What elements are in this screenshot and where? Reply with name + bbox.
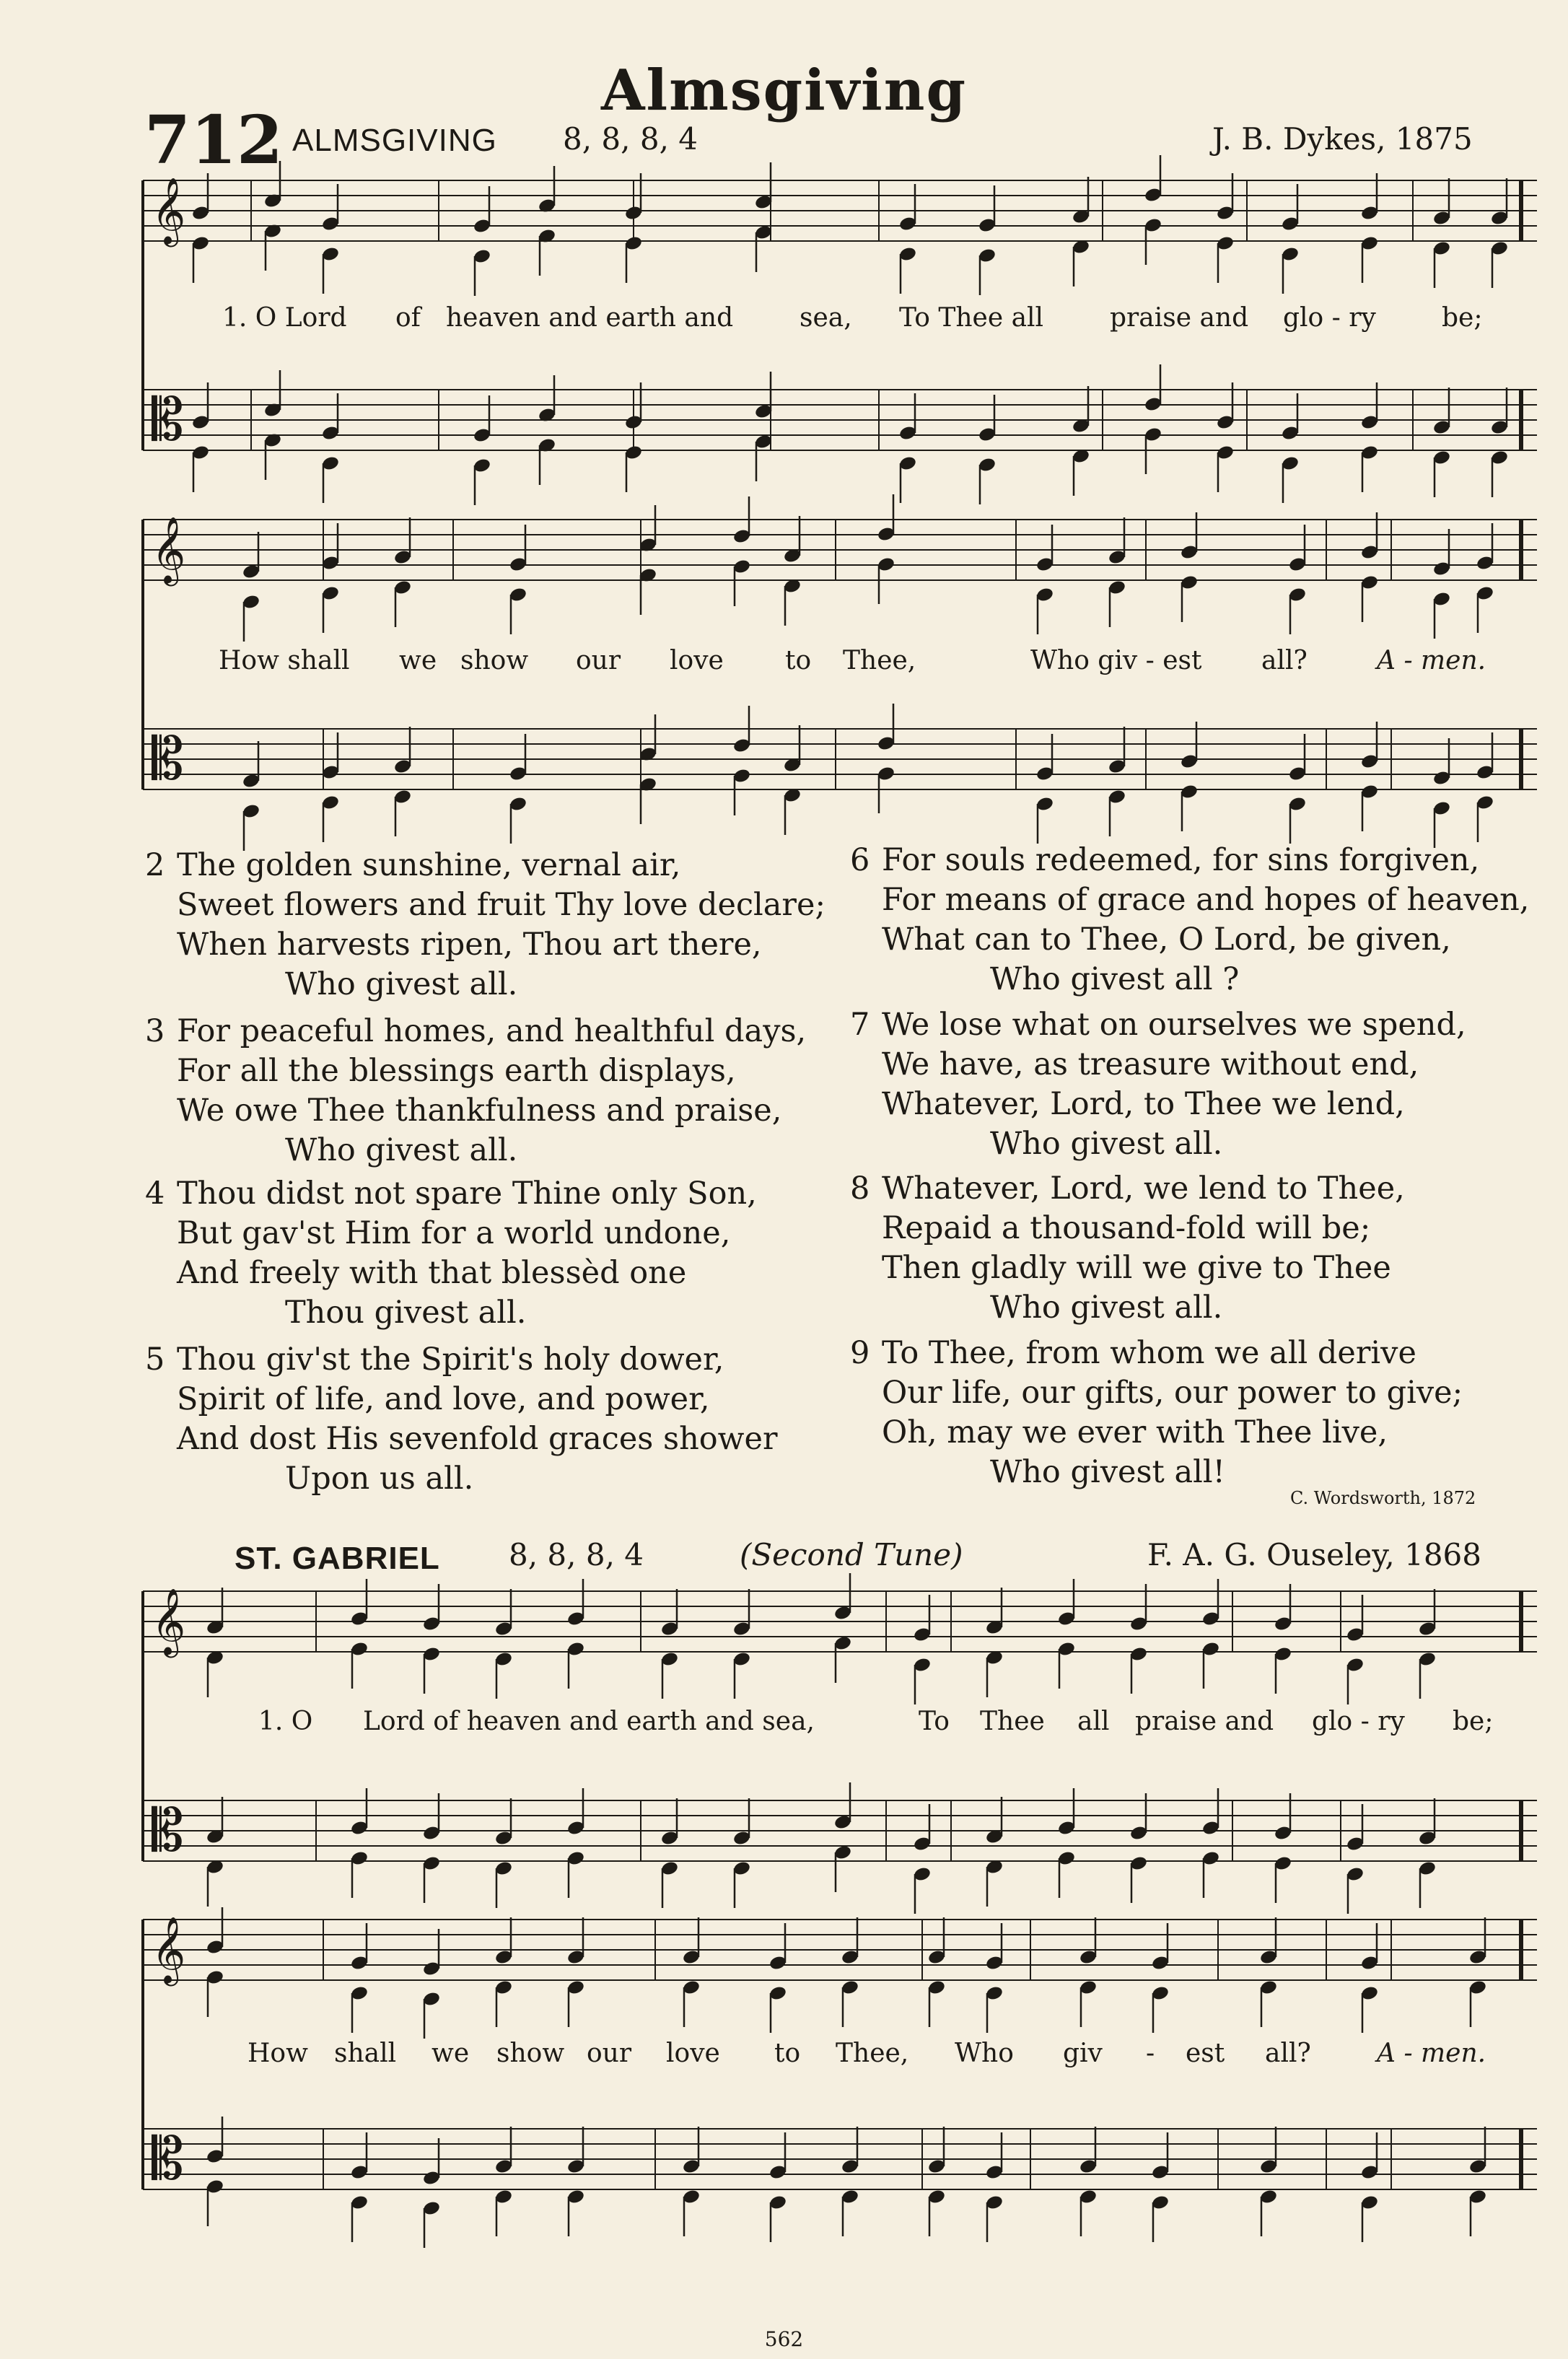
verse-line: Upon us all. <box>285 1461 474 1497</box>
tune2-lyric: How <box>248 2039 308 2068</box>
verse-line: Sweet flowers and fruit Thy love declare; <box>177 887 825 923</box>
verse-line: Our life, our gifts, our power to give; <box>882 1375 1463 1411</box>
tune1-name: ALMSGIVING <box>292 123 497 158</box>
verse <box>850 841 1530 999</box>
verse-line: Who givest all. <box>285 1132 518 1168</box>
verse-number: 3 <box>145 1013 165 1049</box>
tune1-system-2 <box>143 512 1537 830</box>
verse-line: Who givest all! <box>990 1454 1225 1490</box>
tune2-lyric: glo - ry <box>1312 1707 1405 1736</box>
treble-clef-icon: 𝄞 <box>152 177 186 244</box>
verse-line: We owe Thee thankfulness and praise, <box>177 1093 782 1129</box>
verse-line: Repaid a thousand-fold will be; <box>882 1210 1371 1246</box>
tune1-lyric: be; <box>1442 303 1483 333</box>
verse-line: Spirit of life, and love, and power, <box>177 1381 710 1417</box>
tenor-clef-icon: 𝄡 <box>152 386 184 453</box>
tune2-lyric: all? <box>1265 2039 1311 2068</box>
verse-line: For means of grace and hopes of heaven, <box>882 882 1530 918</box>
tune2-lyric: giv <box>1063 2039 1103 2068</box>
verse-number: 5 <box>145 1342 165 1378</box>
verse-line: But gav'st Him for a world undone, <box>177 1215 731 1251</box>
tune2-lyric: Who <box>955 2039 1014 2068</box>
verse-line: What can to Thee, O Lord, be given, <box>882 922 1451 958</box>
tune1-lyric: love <box>670 646 724 675</box>
tune2-system-2 <box>143 1912 1537 2230</box>
tune2-lyric: to <box>774 2039 801 2068</box>
treble-clef-icon: 𝄞 <box>152 516 186 583</box>
verse-line: We have, as treasure without end, <box>882 1046 1419 1082</box>
tune2-lyric: love <box>666 2039 720 2068</box>
verse-line: And dost His sevenfold graces shower <box>177 1421 778 1457</box>
verse-number: 2 <box>145 847 165 883</box>
verse-line: When harvests ripen, Thou art there, <box>177 927 762 963</box>
tune2-lyric: our <box>587 2039 632 2068</box>
tune2-lyric: Thee <box>980 1707 1045 1736</box>
tune2-lyric: all <box>1077 1707 1110 1736</box>
verse-number: 6 <box>850 842 870 878</box>
verse-line: Then gladly will we give to Thee <box>882 1250 1391 1286</box>
tune1-lyric: show <box>460 646 529 675</box>
verse-line: Thou giv'st the Spirit's holy dower, <box>177 1342 724 1378</box>
verse-line: We lose what on ourselves we spend, <box>882 1007 1466 1043</box>
verse-line: The golden sunshine, vernal air, <box>177 847 681 883</box>
tune1-lyric: Thee, <box>843 646 916 675</box>
tune1-lyric: all? <box>1261 646 1308 675</box>
verse-line: Oh, may we ever with Thee live, <box>882 1414 1388 1450</box>
verse-line: Who givest all. <box>990 1126 1223 1162</box>
tune1-lyric: glo - ry <box>1283 303 1376 333</box>
tune1-meter: 8, 8, 8, 4 <box>563 121 698 157</box>
verse-line: Who givest all. <box>990 1290 1223 1326</box>
tune2-lyric: shall <box>334 2039 397 2068</box>
treble-clef-icon: 𝄞 <box>152 1588 186 1655</box>
page-number: 562 <box>764 2327 804 2351</box>
tenor-clef-icon: 𝄡 <box>152 2125 184 2192</box>
tune2-lyric: Lord of heaven and earth and sea, <box>363 1707 815 1736</box>
page-title: Almsgiving <box>601 58 967 123</box>
tune1-lyric: A - men. <box>1377 646 1486 675</box>
treble-clef-icon: 𝄞 <box>152 1916 186 1983</box>
tune2-composer: F. A. G. Ouseley, 1868 <box>1147 1537 1482 1572</box>
verse <box>145 1012 807 1170</box>
tune1-lyric: How shall <box>219 646 350 675</box>
tune1-composer: J. B. Dykes, 1875 <box>1212 121 1473 157</box>
tune1-lyric: 1. O Lord <box>222 303 347 333</box>
verse-line: To Thee, from whom we all derive <box>882 1335 1416 1371</box>
verse-line: Whatever, Lord, we lend to Thee, <box>882 1170 1405 1207</box>
verse-line: Who givest all. <box>285 966 518 1002</box>
verse-number: 8 <box>850 1170 870 1207</box>
verse <box>145 846 825 1005</box>
verse-line: Thou givest all. <box>285 1295 527 1331</box>
verse-line: For souls redeemed, for sins forgiven, <box>882 842 1480 878</box>
verse-number: 7 <box>850 1007 870 1043</box>
verse-number: 9 <box>850 1335 870 1371</box>
verse <box>850 1005 1466 1164</box>
verse-line: Thou didst not spare Thine only Son, <box>177 1176 757 1212</box>
tune2-subtitle: (Second Tune) <box>740 1537 963 1572</box>
tune1-lyric: of <box>395 303 421 333</box>
tune2-lyric: Thee, <box>836 2039 909 2068</box>
tune1-lyric: praise and <box>1110 303 1249 333</box>
tune2-lyric: show <box>496 2039 565 2068</box>
tune2-lyric: be; <box>1453 1707 1494 1736</box>
tenor-clef-icon: 𝄡 <box>152 1797 184 1864</box>
hymn-number: 712 <box>144 101 284 179</box>
verse-line: And freely with that blessèd one <box>177 1255 687 1291</box>
tune2-lyric: praise and <box>1135 1707 1274 1736</box>
tune2-system-1 <box>143 1584 1537 1901</box>
verse-line: For peaceful homes, and healthful days, <box>177 1013 807 1049</box>
verses-author: C. Wordsworth, 1872 <box>1290 1488 1476 1508</box>
tune2-lyric: To <box>919 1707 950 1736</box>
verse-number: 4 <box>145 1176 165 1212</box>
tune1-lyric: To Thee all <box>899 303 1044 333</box>
tune1-lyric: to <box>785 646 812 675</box>
tune1-system-1 <box>143 173 1537 491</box>
tenor-clef-icon: 𝄡 <box>152 725 184 792</box>
tune2-system-2-staves <box>143 1912 1537 2230</box>
tune2-lyric: 1. O <box>258 1707 313 1736</box>
tune1-lyric: sea, <box>800 303 852 333</box>
tune2-name: ST. GABRIEL <box>235 1541 440 1576</box>
tune2-lyric: est <box>1186 2039 1225 2068</box>
tune1-lyric: our <box>576 646 621 675</box>
tune1-lyric: Who giv - est <box>1030 646 1202 675</box>
verse-line: For all the blessings earth displays, <box>177 1053 736 1089</box>
tune2-lyric: we <box>432 2039 470 2068</box>
verse <box>850 1169 1405 1328</box>
tune1-lyric: we <box>399 646 437 675</box>
tune2-lyric: A - men. <box>1377 2039 1486 2068</box>
tune2-system-1-staves <box>143 1584 1537 1901</box>
verse <box>145 1174 757 1333</box>
verse <box>145 1340 778 1499</box>
tune2-meter: 8, 8, 8, 4 <box>509 1537 644 1572</box>
verse-line: Who givest all ? <box>990 961 1240 997</box>
verse-line: Whatever, Lord, to Thee we lend, <box>882 1086 1405 1122</box>
verse <box>850 1334 1463 1492</box>
tune2-lyric: - <box>1146 2039 1155 2068</box>
tune1-system-2-staves <box>143 512 1537 830</box>
tune1-lyric: heaven and earth and <box>446 303 734 333</box>
